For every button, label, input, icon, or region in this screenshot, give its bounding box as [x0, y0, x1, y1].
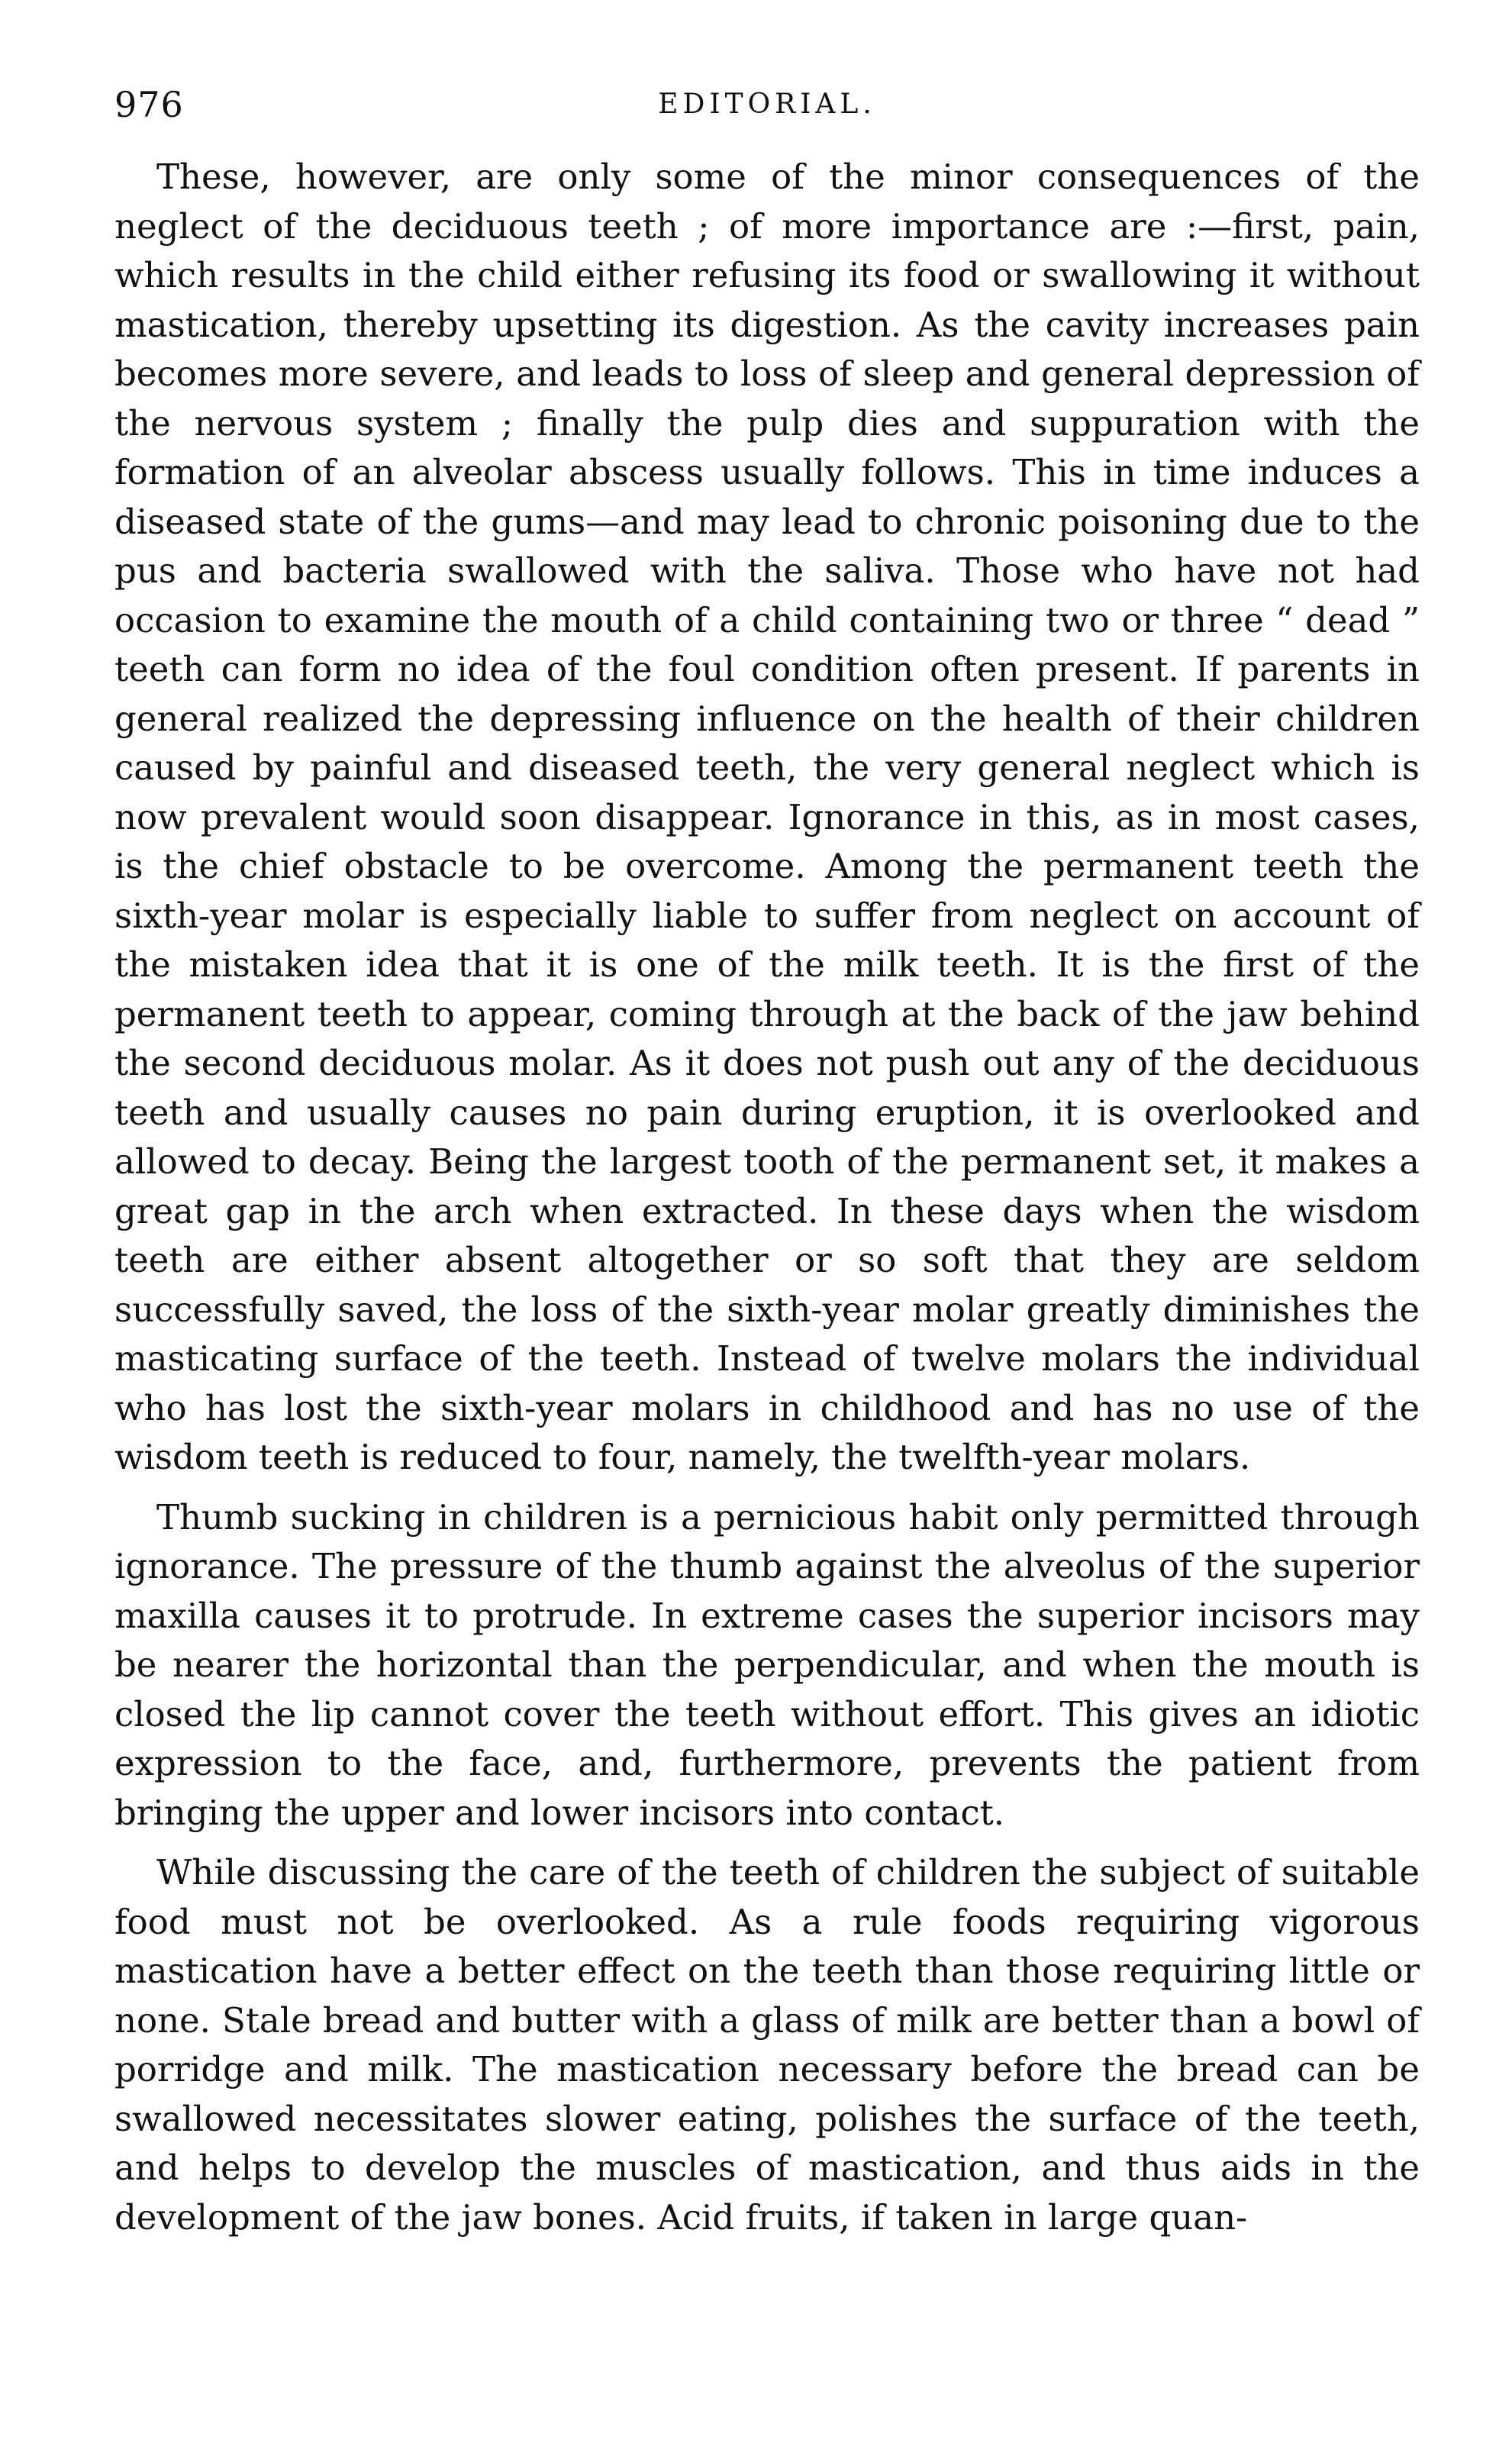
paragraph-deciduous-teeth-neglect: These, however, are only some of the minor consequences of the neglect of the deciduous teeth ; of more importance are :—first, pain, which results in the child either refusing its food or swallowing it without mastication, thereby upsetting its digestion. As the cavity increases pain becomes more severe, and leads to loss of sleep and general depression of the nervous system ; finally the pulp dies and suppuration with the formation of an alveolar abscess usually follows. This in time induces a diseased state of the gums—and may lead to chronic poisoning due to the pus and bacteria swallowed with the saliva. Those who have not had occasion to examine the mouth of a child containing two or three “ dead ” teeth can form no idea of the foul condition often present. If parents in general realized the depressing influence on the health of their children caused by painful and diseased teeth, the very general neglect which is now prevalent would soon disappear. Ignorance in this, as in most cases, is the chief obstacle to be overcome. Among the permanent teeth the sixth-year molar is especially liable to suffer from neglect on account of the mistaken idea that it is one of the milk teeth. It is the first of the permanent teeth to appear, coming through at the back of the jaw behind the second deciduous molar. As it does not push out any of the deciduous teeth and usually causes no pain during eruption, it is overlooked and allowed to decay. Being the largest tooth of the permanent set, it makes a great gap in the arch when extracted. In these days when the wisdom teeth are either absent altogether or so soft that they are seldom successfully saved, the loss of the sixth-year molar greatly diminishes the masticating surface of the teeth. Instead of twelve molars the individual who has lost the sixth-year molars in childhood and has no use of the wisdom teeth is reduced to four, namely, the twelfth-year molars. — [114, 157, 1420, 1477]
document-page — [114, 84, 1420, 2253]
page-number: 976 — [114, 84, 184, 125]
paragraph-thumb-sucking: Thumb sucking in children is a pernicious habit only permitted through ignorance. The pressure of the thumb against the alveolus of the superior maxilla causes it to protrude. In extreme cases the superior incisors may be nearer the horizontal than the perpendicular, and when the mouth is closed the lip cannot cover the teeth without effort. This gives an idiotic expression to the face, and, furthermore, prevents the patient from bringing the upper and lower incisors into contact. — [114, 1496, 1420, 1833]
section-title: EDITORIAL. — [658, 89, 876, 120]
paragraph-suitable-food: While discussing the care of the teeth of children the subject of suitable food must not be overlooked. As a rule foods requiring vigorous mastication have a better effect on the teeth than those requiring little or none. Stale bread and butter with a glass of milk are better than a bowl of porridge and milk. The mastication necessary before the bread can be swallowed necessitates slower eating, polishes the surface of the teeth, and helps to develop the muscles of mastication, and thus aids in the development of the jaw bones. Acid fruits, if taken in large quan- — [114, 1852, 1420, 2238]
body-text — [114, 153, 1420, 2242]
running-head — [114, 84, 1420, 137]
